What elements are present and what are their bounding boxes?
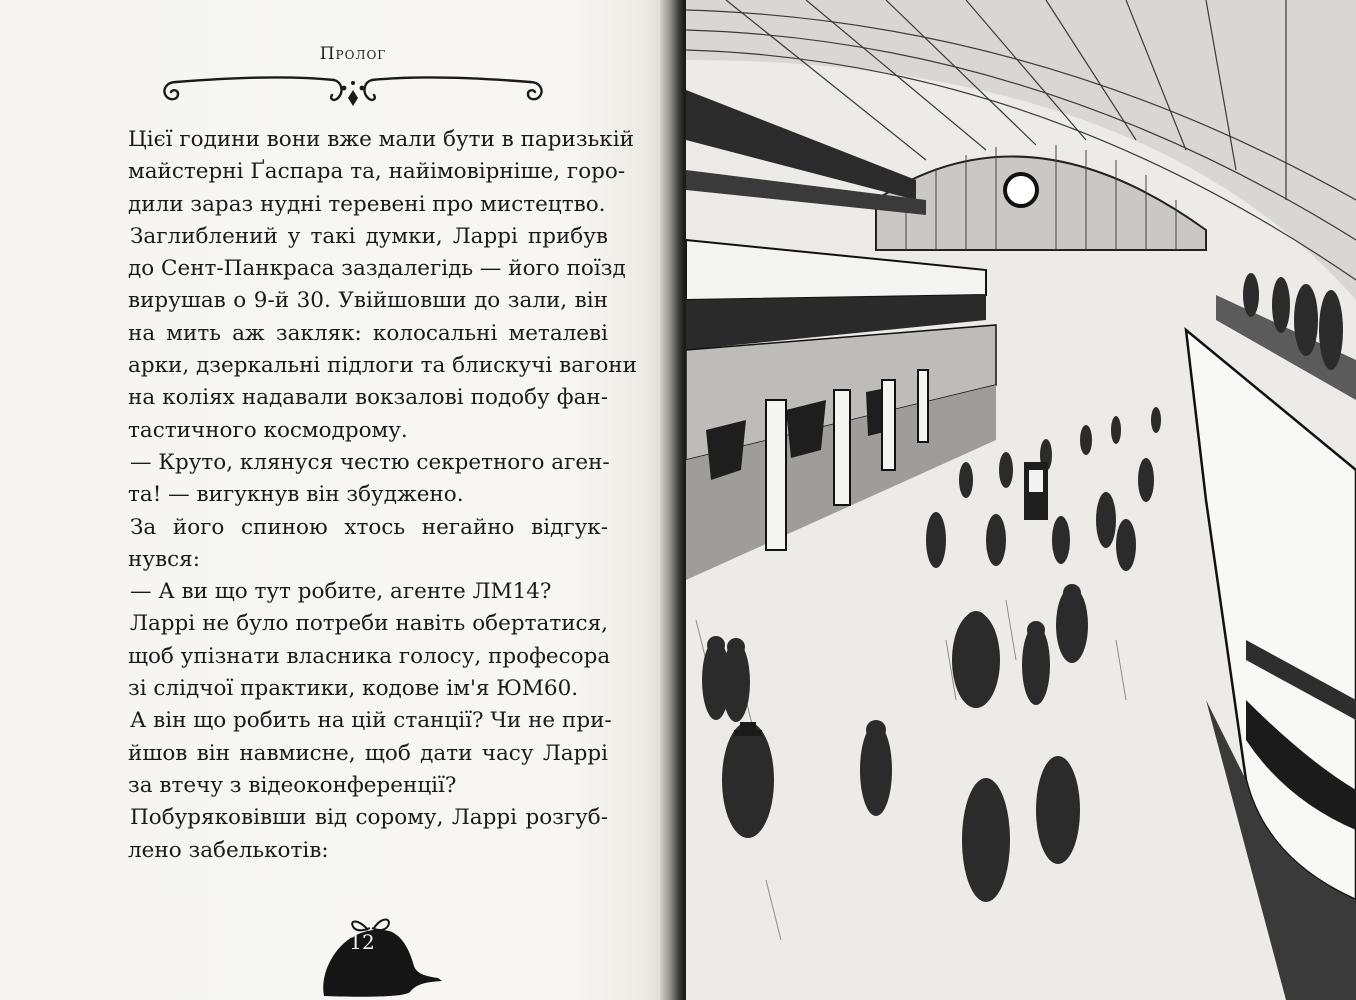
text-line: на коліях надавали вокзалові подобу фан- <box>128 385 608 411</box>
page-number-badge <box>318 908 448 1000</box>
text-line: Побуряковівши від сорому, Ларрі розгуб- <box>130 805 608 831</box>
text-line: на мить аж закляк: колосальні металеві <box>128 320 608 346</box>
text-line: дили зараз нудні теревені про мистецтво. <box>128 191 606 217</box>
text-line: лено забелькотів: <box>128 837 329 863</box>
text-line: тастичного космодрому. <box>128 417 408 443</box>
text-line: Цієї години вони вже мали бути в паризькій <box>128 127 634 152</box>
text-line: — Круто, клянуся честю секретного аген- <box>130 449 610 475</box>
station-illustration <box>686 0 1356 1000</box>
body-text <box>128 124 637 867</box>
text-line: — А ви що тут робите, агенте ЛМ14? <box>130 579 552 605</box>
text-line: А він що робить на цій станції? Чи не при- <box>130 708 612 734</box>
text-line: та! — вигукнув він збуджено. <box>128 482 464 508</box>
text-line: нувся: <box>128 546 200 572</box>
text-line: щоб упізнати власника голосу, професора <box>128 643 611 669</box>
text-line: йшов він навмисне, щоб дати часу Ларрі <box>128 740 608 766</box>
text-line: Ларрі не було потреби навіть обертатися, <box>130 611 608 637</box>
text-line: майстерні Ґаспара та, найімовірніше, горо- <box>128 159 626 185</box>
text-line: до Сент-Панкраса заздалегідь — його поїзд <box>128 256 626 282</box>
page-number: 12 <box>349 930 375 954</box>
text-line: зі слідчої практики, кодове ім'я ЮМ60. <box>128 676 579 702</box>
text-line: Заглиблений у такі думки, Ларрі прибув <box>130 223 608 249</box>
ornament-flourish <box>156 68 550 112</box>
text-line: арки, дзеркальні підлоги та блискучі вагони <box>128 353 637 379</box>
book-gutter <box>660 0 684 1000</box>
text-line: За його спиною хтось негайно відгук- <box>130 514 608 540</box>
text-line: вирушав о 9-й 30. Увійшовши до зали, він <box>128 288 608 314</box>
running-header: Пролог <box>319 44 387 64</box>
text-line: за втечу з відеоконференції? <box>128 772 457 798</box>
